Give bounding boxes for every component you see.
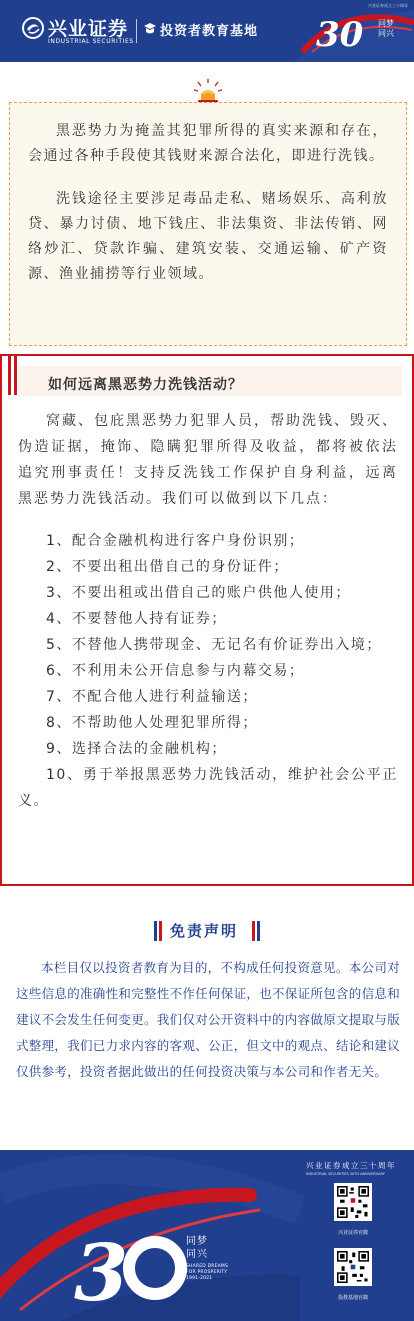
qr-label: 兴业证券官微 [337, 1230, 368, 1236]
disclaimer-text: 本栏目仅以投资者教育为目的，不构成任何投资意见。本公司对这些信息的准确性和完整性不作任何保证，也不保证所包含的信息和建议不会发生任何变更。我们仅对公开资料中的内容做原文提取与版式整理，我们已力求内容的客观、公正，但文中的观点、结论和建议仅供参考，投资者据此做出的任何投资决策与本公司和作者无关。 [16, 960, 401, 1079]
intro-box [9, 102, 407, 346]
intro-paragraph: 洗钱途径主要涉足毒品走私、赌场娱乐、高利放贷、暴力讨债、地下钱庄、非法集资、非法传销、网络炒汇、贷款诈骗、建筑安装、交通运输、矿产资源、渔业捕捞等行业领域。 [28, 191, 388, 282]
disclaimer-right-bars [252, 921, 262, 941]
investor-education-title: 投资者教育基地 [160, 24, 259, 39]
list-item: 1、配合金融机构进行客户身份识别； [46, 533, 305, 549]
footer-anniversary-title-en: INDUSTRIAL SECURITIES 30TH ANNIVERSARY [306, 1172, 385, 1176]
disclaimer-title: 免责声明 [170, 922, 239, 940]
svg-text:同兴: 同兴 [378, 29, 394, 38]
investor-education-icon [143, 22, 157, 36]
section-header [18, 366, 402, 396]
list-item: 5、不替他人携带现金、无记名有价证券出入境； [46, 637, 382, 653]
tips-list [18, 528, 398, 814]
section-marker-bars [8, 354, 18, 395]
section-body [18, 408, 398, 814]
section-intro-paragraph: 窝藏、包庇黑恶势力犯罪人员，帮助洗钱、毁灭、伪造证据，掩饰、隐瞒犯罪所得及收益，都将被依法追究刑事责任！支持反洗钱工作保护自身利益，远离黑恶势力洗钱活动。我们可以做到以下几点： [18, 413, 398, 507]
footer-slogan-en: SHARED DREAMS FOR PROSPERITY 1991-2021 [186, 1264, 229, 1281]
svg-text:3: 3 [74, 1228, 129, 1319]
anniversary-30-emblem-icon [294, 0, 414, 62]
footer-anniversary-title: 兴业证券成立三十周年 [306, 1161, 396, 1170]
list-item: 3、不要出租或出借自己的账户供他人使用； [46, 585, 351, 601]
section-title: 如何远离黑恶势力洗钱活动？ [48, 377, 243, 393]
page-footer [0, 1150, 414, 1321]
intro-paragraph: 黑恶势力为掩盖其犯罪所得的真实来源和存在，会通过各种手段使其钱财来源合法化，即进行洗钱。 [28, 123, 388, 164]
qr-label: 投教基地官微 [337, 1295, 368, 1301]
list-item: 7、不配合他人进行利益输送； [46, 689, 258, 705]
disclaimer-header [0, 918, 414, 944]
page-header [0, 0, 414, 62]
qr-code-icon[interactable] [334, 1248, 372, 1286]
header-tiny-note: 兴业证券成立三十周年 [368, 3, 408, 8]
list-item: 2、不要出租出借自己的身份证件； [46, 559, 289, 575]
footer-slogan-cn: 同梦 同兴 [186, 1236, 208, 1260]
list-item: 8、不帮助他人处理犯罪所得； [46, 715, 258, 731]
list-item: 10、勇于举报黑恶势力洗钱活动，维护社会公平正义。 [18, 767, 398, 809]
list-item: 6、不利用未公开信息参与内幕交易； [46, 663, 305, 679]
header-divider [136, 19, 137, 43]
industrial-securities-logo-icon [22, 17, 44, 39]
brand-name-en: INDUSTRIAL SECURITIES [48, 38, 134, 45]
anti-money-laundering-section [0, 354, 414, 886]
list-item: 9、选择合法的金融机构； [46, 741, 227, 757]
list-item: 4、不要替他人持有证券； [46, 611, 227, 627]
brand-name: 兴业证券 [48, 18, 129, 40]
qr-code-icon[interactable] [334, 1183, 372, 1221]
svg-text:30: 30 [316, 15, 364, 55]
svg-text:同梦: 同梦 [378, 19, 394, 28]
disclaimer-left-bars [154, 921, 164, 941]
